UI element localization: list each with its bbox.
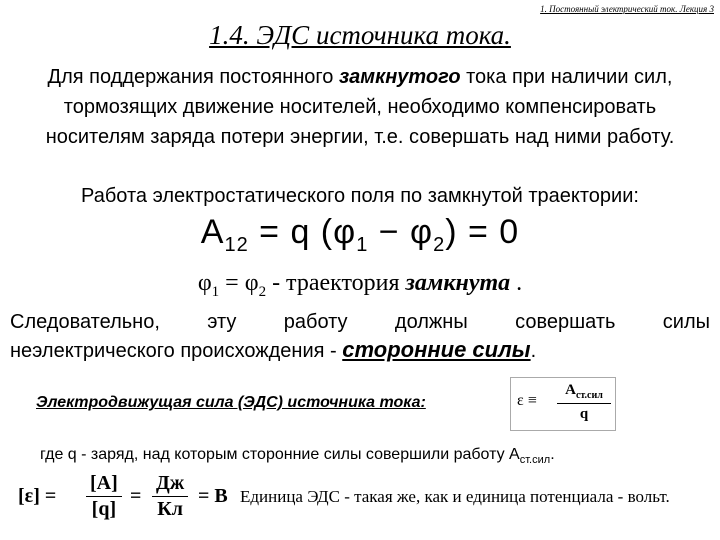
conseq-line2-text: неэлектрического происхождения -: [10, 340, 343, 362]
work-rhs: ) = 0: [445, 213, 520, 251]
closed-sub2: 2: [258, 283, 267, 300]
conseq-end: .: [530, 340, 537, 362]
emf-num-sub: ст.сил: [575, 390, 603, 401]
unit-frac1-num: [A]: [86, 472, 122, 497]
closed-text: - траектория: [266, 270, 406, 296]
emf-numerator: [557, 382, 611, 404]
emf-fraction: [557, 382, 611, 423]
where-sub: ст.сил: [519, 454, 551, 467]
conseq-word: должны: [394, 311, 468, 333]
emf-formula-box: [510, 377, 616, 431]
closed-sub1: 1: [211, 283, 220, 300]
unit-lhs: [ε] =: [18, 485, 57, 507]
emf-denominator: q: [579, 406, 589, 422]
unit-description: Единица ЭДС - такая же, как и единица потенциала - вольт.: [240, 487, 670, 506]
unit-frac1-den: [q]: [91, 498, 117, 520]
running-header: 1. Постоянный электрический ток. Лекция 3: [540, 4, 714, 14]
unit-frac1: [86, 472, 122, 521]
emf-num-letter: A: [565, 382, 576, 398]
closed-emphasis: замкнута: [405, 270, 511, 296]
work-formula: [0, 213, 720, 257]
conseq-word: работу: [283, 311, 348, 333]
closed-end: .: [510, 270, 523, 296]
unit-eq2: = В: [198, 485, 228, 507]
work-text: Работа электростатического поля по замкнутой траектории:: [81, 185, 639, 207]
unit-frac2-num: Дж: [152, 472, 188, 497]
emf-label: Электродвижущая сила (ЭДС) источника тока:: [36, 394, 426, 411]
intro-part1: Для поддержания постоянного: [47, 66, 339, 88]
conseq-word: Следовательно,: [10, 311, 160, 333]
emf-symbol: ε ≡: [517, 392, 537, 409]
consequence-paragraph: [10, 308, 710, 365]
consequence-line1: [10, 308, 710, 336]
work-lhs-sub: 12: [224, 233, 249, 256]
conseq-word: силы: [662, 311, 710, 333]
conseq-word: эту: [207, 311, 237, 333]
work-lhs: A: [200, 213, 225, 251]
unit-frac2-den: Кл: [157, 498, 183, 520]
closed-eq: = φ: [219, 270, 259, 296]
conseq-word: совершать: [515, 311, 616, 333]
where-end: .: [550, 446, 555, 463]
work-sub1: 1: [356, 233, 369, 256]
conseq-emphasis: сторонние силы: [342, 337, 531, 362]
closed-phi1: φ: [197, 270, 212, 296]
closed-trajectory-line: [0, 270, 720, 301]
where-line: [40, 446, 555, 466]
work-sub2: 2: [433, 233, 446, 256]
intro-emphasis: замкнутого: [338, 66, 461, 88]
slide-title: 1.4. ЭДС источника тока.: [209, 20, 511, 50]
consequence-line2: [10, 336, 710, 365]
work-minus: − φ: [368, 213, 434, 251]
intro-paragraph: [20, 62, 700, 152]
unit-frac2: [152, 472, 188, 521]
unit-eq1: =: [130, 485, 142, 507]
work-eq: = q (φ: [248, 213, 357, 251]
where-text: где q - заряд, над которым сторонние силы совершили работу A: [40, 446, 520, 463]
intro-part2: тока при наличии сил, тормозящих движение носителей, необходимо компенсировать носителям заряда потери энергии, т.е. совершать над ними работу.: [45, 66, 675, 148]
